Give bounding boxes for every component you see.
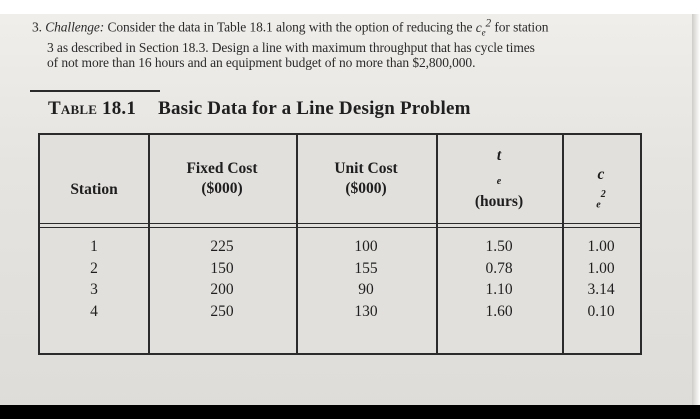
table-label: Table 18.1 (48, 98, 137, 119)
table-cell: 4 (90, 302, 98, 320)
bottom-border (0, 405, 700, 419)
ce2-symbol: $c_e^2$ (475, 17, 492, 38)
table-cell: 0.10 (587, 302, 615, 320)
problem-statement (32, 16, 672, 70)
table-cell: 1.50 (485, 238, 513, 255)
table-name: Basic Data for a Line Design Problem (158, 98, 471, 119)
table-cell: 3.14 (587, 281, 615, 298)
header-unit-cost: Unit Cost ($000) (334, 160, 398, 197)
column-ce2 (562, 236, 640, 322)
table-cell: 1.60 (485, 302, 513, 320)
page-edge (692, 14, 700, 405)
table-cell: 2 (90, 259, 98, 277)
column-station (40, 236, 148, 322)
problem-lead: Challenge: (45, 19, 105, 35)
table-cell: 1.00 (587, 259, 615, 277)
table-cell: 3 (90, 281, 98, 298)
problem-line-1-end: for station (494, 19, 549, 35)
table-cell: 1 (90, 238, 98, 255)
table-cell: 250 (210, 302, 234, 320)
table-cell: 100 (354, 238, 378, 255)
table-cell: 150 (210, 259, 234, 277)
column-unit-cost (296, 236, 436, 322)
title-rule (30, 90, 160, 92)
line-design-table (38, 133, 642, 355)
column-te (436, 236, 562, 322)
header-ce2: c $_e^2$ (596, 165, 606, 211)
top-border (0, 0, 700, 14)
problem-number: 3. (32, 19, 42, 35)
header-fixed-cost: Fixed Cost ($000) (186, 160, 258, 197)
table-cell: 155 (354, 259, 378, 277)
table-cell: 90 (358, 281, 374, 298)
problem-line-1-text: Consider the data in Table 18.1 along with the option of reducing the (107, 19, 473, 35)
table-cell: 200 (210, 281, 234, 298)
problem-line-3: of not more than 16 hours and an equipment budget of no more than $2,800,000. (47, 55, 476, 71)
table-cell: 130 (354, 302, 378, 320)
column-fixed-cost (148, 236, 296, 322)
header-station: Station (70, 181, 118, 198)
table-cell: 1.10 (485, 281, 513, 298)
table-title (48, 98, 471, 120)
table-cell: 225 (210, 238, 234, 255)
header-rule (40, 223, 640, 228)
table-cell: 0.78 (485, 259, 513, 277)
problem-line-1 (32, 16, 672, 40)
table-cell: 1.00 (587, 238, 615, 255)
problem-line-2: 3 as described in Section 18.3. Design a line with maximum throughput that has cycle times (47, 40, 535, 56)
header-te: t $_e$ (hours) (474, 146, 524, 211)
